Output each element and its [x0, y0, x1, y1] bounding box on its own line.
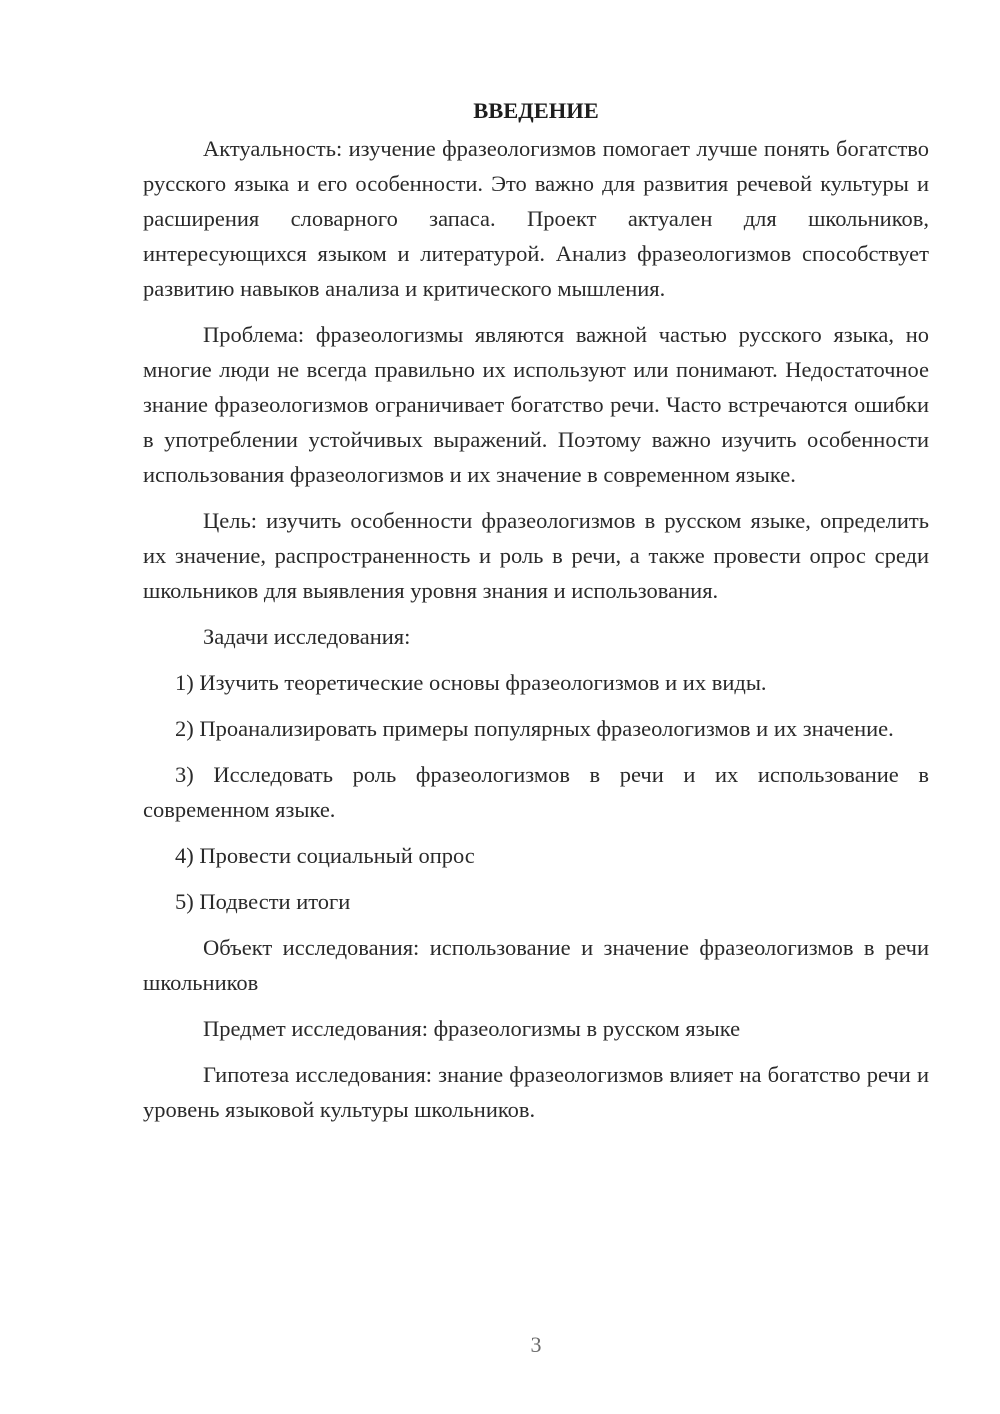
task-item-1: 1) Изучить теоретические основы фразеологизмов и их виды.: [175, 670, 767, 695]
hypothesis-paragraph: Гипотеза исследования: знание фразеологизмов влияет на богатство речи и уровень языковой культуры школьников.: [143, 1062, 929, 1122]
task-item-2: 2) Проанализировать примеры популярных фразеологизмов и их значение.: [175, 716, 894, 741]
relevance-paragraph: Актуальность: изучение фразеологизмов помогает лучше понять богатство русского языка и его особенности. Это важно для развития речевой культуры и расширения словарного запаса. Проект актуален для школьников, интересующихся языком и литературой. Анализ фразеологизмов способствует развитию навыков анализа и критического мышления.: [143, 136, 929, 301]
page-number: 3: [530, 1332, 542, 1357]
document-page: [143, 93, 929, 1138]
goal-paragraph: Цель: изучить особенности фразеологизмов в русском языке, определить их значение, распространенность и роль в речи, а также провести опрос среди школьников для выявления уровня знания и использования.: [143, 508, 929, 603]
object-paragraph: Объект исследования: использование и значение фразеологизмов в речи школьников: [143, 935, 929, 995]
tasks-heading: Задачи исследования:: [203, 624, 411, 649]
task-item-5: 5) Подвести итоги: [175, 889, 351, 914]
task-item-3: 3) Исследовать роль фразеологизмов в речи и их использование в современном языке.: [143, 762, 929, 822]
problem-paragraph: Проблема: фразеологизмы являются важной частью русского языка, но многие люди не всегда правильно их используют или понимают. Недостаточное знание фразеологизмов ограничивает богатство речи. Часто встречаются ошибки в употреблении устойчивых выражений. Поэтому важно изучить особенности использования фразеологизмов и их значение в современном языке.: [143, 322, 929, 487]
subject-paragraph: Предмет исследования: фразеологизмы в русском языке: [203, 1016, 741, 1041]
task-item-4: 4) Провести социальный опрос: [175, 843, 475, 868]
section-heading: ВВЕДЕНИЕ: [473, 98, 599, 123]
